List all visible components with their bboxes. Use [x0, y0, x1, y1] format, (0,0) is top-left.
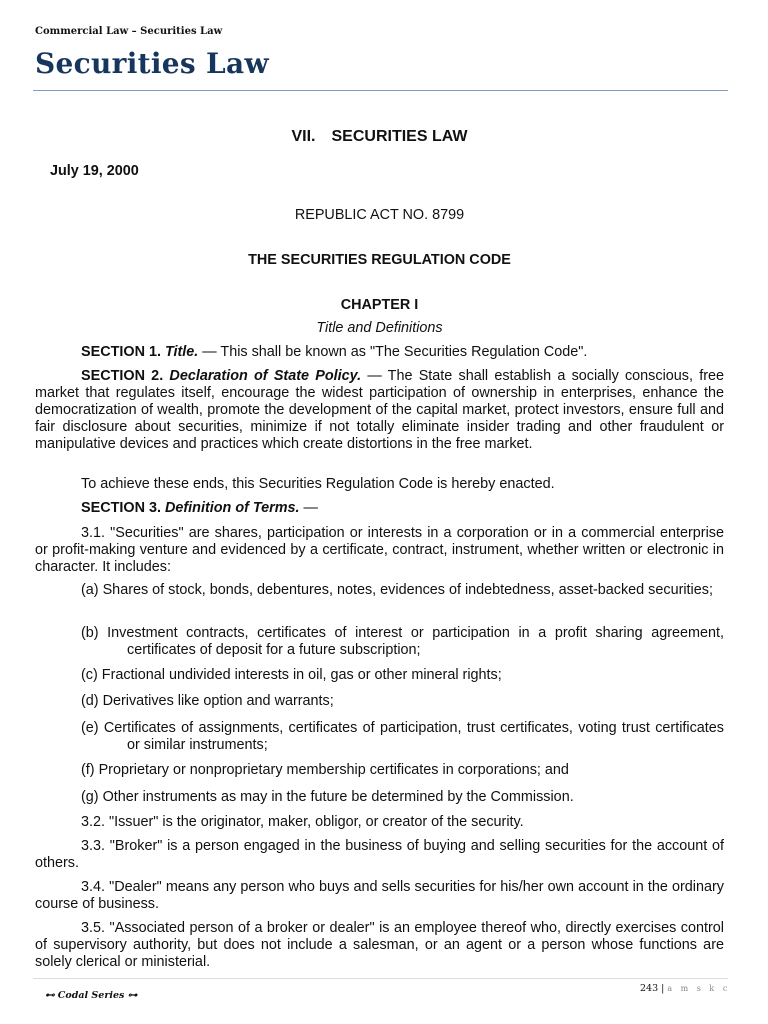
definition-3-4: 3.4. "Dealer" means any person who buys and sells securities for his/her own account in the ordinary course of business.	[35, 879, 724, 912]
definition-3-2: 3.2. "Issuer" is the originator, maker, obligor, or creator of the security.	[81, 814, 524, 830]
definition-3-5: 3.5. "Associated person of a broker or dealer" is an employee thereof who, directly exercises control of supervisory authority, but does not include a salesman, or an agent or a person whose functions are solely clerical or ministerial.	[35, 920, 724, 970]
code-title: THE SECURITIES REGULATION CODE	[248, 252, 511, 268]
definition-3-3: 3.3. "Broker" is a person engaged in the business of buying and selling securities for the account of others.	[35, 838, 724, 871]
list-item: (a) Shares of stock, bonds, debentures, notes, evidences of indebtedness, asset-backed securities;	[81, 582, 713, 598]
list-item: (d) Derivatives like option and warrants;	[81, 693, 334, 709]
page-title: Securities Law	[35, 47, 269, 80]
footer-initials: a m s k c	[667, 984, 731, 993]
page-number: 243	[640, 983, 659, 994]
section-3-title: Definition of Terms.	[164, 500, 300, 516]
section-3-text: —	[299, 500, 318, 516]
section-1	[35, 344, 724, 361]
footer-divider	[33, 978, 728, 979]
section-heading: VII. SECURITIES LAW	[291, 128, 468, 145]
section-2	[35, 368, 724, 453]
footer-page-info	[640, 983, 730, 994]
section-1-text: — This shall be known as "The Securities Regulation Code".	[198, 344, 588, 360]
section-1-label: SECTION 1.	[81, 344, 165, 360]
chapter-heading: CHAPTER I	[340, 297, 419, 313]
section-3	[35, 500, 724, 517]
section-2-text: — The State shall establish a socially conscious, free market that regulates itself, encourage the widest participation of ownership in enterprises, enhance the democratization of wealth, promote the development of the capital market, protect investors, ensure full and fair disclosure about securities, minimize if not totally eliminate insider trading and other fraudulent or manipulative devices and practices which create distortions in the free market.	[35, 368, 724, 452]
list-item: (f) Proprietary or nonproprietary membership certificates in corporations; and	[81, 762, 569, 778]
list-item: (c) Fractional undivided interests in oil, gas or other mineral rights;	[81, 667, 502, 683]
list-item: (b) Investment contracts, certificates of interest or participation in a profit sharing agreement, certificates of deposit for a future subscription;	[81, 625, 724, 658]
act-number: REPUBLIC ACT NO. 8799	[294, 207, 465, 223]
list-item: (e) Certificates of assignments, certificates of participation, trust certificates, voting trust certificates or similar instruments;	[81, 720, 724, 753]
header-breadcrumb: Commercial Law – Securities Law	[35, 26, 223, 37]
section-2-title: Declaration of State Policy.	[169, 368, 362, 384]
footer-separator: |	[661, 983, 665, 994]
list-item: (g) Other instruments as may in the future be determined by the Commission.	[81, 789, 574, 805]
section-2-label: SECTION 2.	[81, 368, 170, 384]
footer-series: ⊷ Codal Series ⊶	[45, 990, 138, 1001]
enactment-clause: To achieve these ends, this Securities Regulation Code is hereby enacted.	[81, 476, 555, 492]
section-3-label: SECTION 3.	[81, 500, 165, 516]
header-divider	[33, 90, 728, 91]
section-1-title: Title.	[164, 344, 199, 360]
chapter-subtitle: Title and Definitions	[316, 320, 443, 336]
document-date: July 19, 2000	[50, 163, 139, 179]
definition-3-1: 3.1. "Securities" are shares, participation or interests in a corporation or in a commercial enterprise or profit-making venture and evidenced by a certificate, contract, instrument, whether written or electronic in character. It includes:	[35, 525, 724, 575]
